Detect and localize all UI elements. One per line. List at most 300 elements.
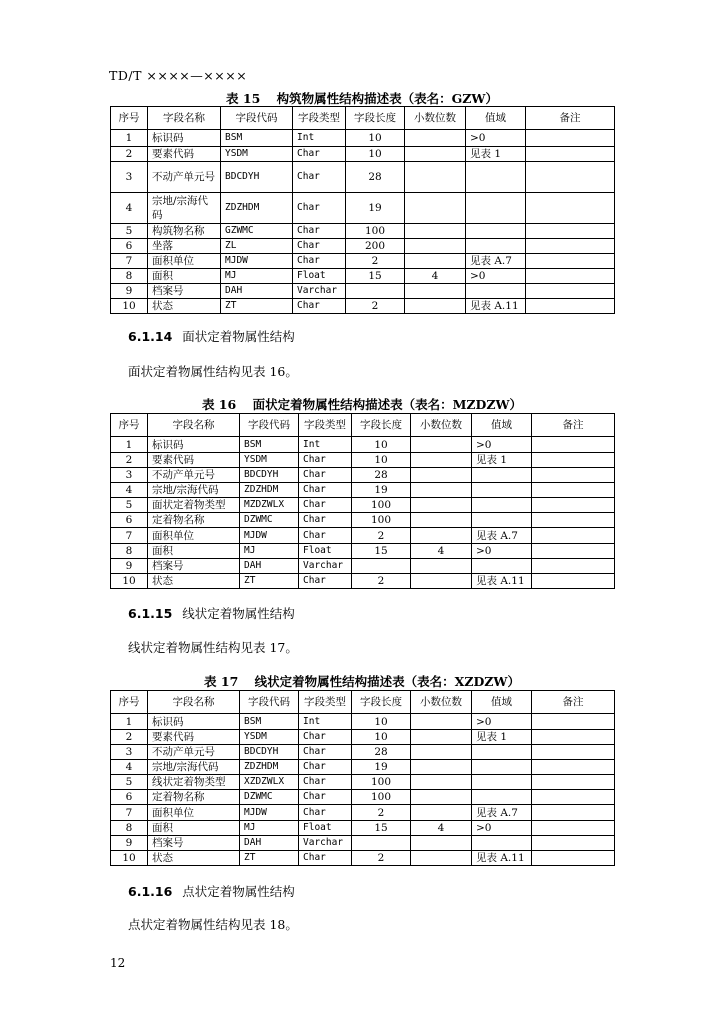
- col-field-length-cell: 2: [352, 851, 411, 866]
- col-remarks-cell: [532, 513, 615, 528]
- col-value-domain-header: 值域: [466, 107, 526, 130]
- col-field-name-cell: 要素代码: [148, 730, 240, 745]
- col-field-length-cell: 19: [352, 760, 411, 775]
- col-field-length-cell: 28: [352, 468, 411, 483]
- col-index-header: 序号: [111, 107, 148, 130]
- col-index-cell: 7: [111, 805, 148, 821]
- table-row: [111, 745, 615, 760]
- col-field-length-cell: 100: [352, 513, 411, 528]
- col-field-code-cell: BDCDYH: [221, 162, 293, 193]
- col-index-cell: 5: [111, 224, 148, 239]
- col-field-type-cell: Varchar: [293, 284, 346, 299]
- col-value-domain-cell: >0: [466, 130, 526, 147]
- col-remarks-cell: [532, 559, 615, 574]
- col-field-length-cell: 10: [352, 714, 411, 730]
- col-value-domain-cell: [472, 498, 532, 513]
- col-value-domain-cell: 见表 1: [466, 147, 526, 162]
- col-field-code-cell: ZDZHDM: [240, 760, 299, 775]
- col-index-cell: 5: [111, 775, 148, 790]
- col-field-code-cell: XZDZWLX: [240, 775, 299, 790]
- col-field-type-cell: Varchar: [299, 836, 352, 851]
- col-decimals-header: 小数位数: [405, 107, 466, 130]
- col-field-length-cell: [352, 836, 411, 851]
- col-remarks-cell: [532, 760, 615, 775]
- table-row: [111, 299, 615, 314]
- col-field-code-cell: DAH: [240, 559, 299, 574]
- col-decimals-cell: 4: [411, 821, 472, 836]
- col-field-length-cell: 100: [352, 775, 411, 790]
- col-field-length-cell: 10: [352, 453, 411, 468]
- col-index-header: 序号: [111, 414, 148, 437]
- table-number: 表 16: [201, 397, 237, 412]
- col-decimals-cell: 4: [405, 269, 466, 284]
- col-field-name-cell: 宗地/宗海代码: [148, 760, 240, 775]
- table-row: [111, 269, 615, 284]
- col-field-length-cell: 15: [346, 269, 405, 284]
- col-field-name-cell: 状态: [148, 851, 240, 866]
- col-field-length-cell: 19: [346, 193, 405, 224]
- col-field-code-cell: DAH: [240, 836, 299, 851]
- col-field-type-cell: Char: [299, 574, 352, 589]
- col-remarks-cell: [532, 714, 615, 730]
- table-row: [111, 239, 615, 254]
- table-title: 构筑物属性结构描述表（表名：GZW）: [276, 91, 498, 106]
- col-field-name-cell: 面积: [148, 821, 240, 836]
- table-row: [111, 453, 615, 468]
- table-row: [111, 528, 615, 544]
- col-field-code-cell: ZT: [240, 851, 299, 866]
- col-field-type-cell: Float: [299, 821, 352, 836]
- col-field-name-cell: 面积单位: [148, 528, 240, 544]
- col-index-header: 序号: [111, 691, 148, 714]
- col-field-code-cell: MJ: [240, 821, 299, 836]
- col-field-length-cell: 19: [352, 483, 411, 498]
- col-field-type-cell: Char: [299, 730, 352, 745]
- col-field-type-cell: Float: [299, 544, 352, 559]
- col-field-length-cell: 2: [352, 574, 411, 589]
- table-row: [111, 574, 615, 589]
- col-value-domain-cell: >0: [472, 714, 532, 730]
- col-field-code-cell: MJ: [240, 544, 299, 559]
- col-index-cell: 9: [111, 559, 148, 574]
- col-index-cell: 1: [111, 437, 148, 453]
- col-field-type-cell: Char: [299, 528, 352, 544]
- col-decimals-cell: [405, 284, 466, 299]
- col-index-cell: 10: [111, 299, 148, 314]
- col-field-type-cell: Float: [293, 269, 346, 284]
- col-value-domain-cell: 见表 A.7: [472, 805, 532, 821]
- col-field-code-cell: MZDZWLX: [240, 498, 299, 513]
- col-index-cell: 8: [111, 821, 148, 836]
- col-field-name-cell: 要素代码: [148, 453, 240, 468]
- col-field-length-cell: 10: [346, 147, 405, 162]
- col-field-type-header: 字段类型: [293, 107, 346, 130]
- section-title: 面状定着物属性结构: [182, 329, 295, 344]
- col-decimals-cell: [411, 760, 472, 775]
- col-decimals-cell: [411, 851, 472, 866]
- col-index-cell: 1: [111, 714, 148, 730]
- col-decimals-cell: [405, 193, 466, 224]
- col-decimals-cell: [405, 224, 466, 239]
- col-value-domain-cell: [466, 193, 526, 224]
- col-field-length-cell: 28: [352, 745, 411, 760]
- table-row: [111, 821, 615, 836]
- col-decimals-cell: [405, 239, 466, 254]
- col-value-domain-cell: [472, 483, 532, 498]
- col-remarks-cell: [532, 805, 615, 821]
- attribute-table: [110, 106, 615, 314]
- paragraph: 面状定着物属性结构见表 16。: [128, 364, 298, 379]
- col-field-type-cell: Char: [299, 851, 352, 866]
- col-index-cell: 2: [111, 730, 148, 745]
- col-decimals-cell: 4: [411, 544, 472, 559]
- col-index-cell: 1: [111, 130, 148, 147]
- col-field-name-cell: 不动产单元号: [148, 745, 240, 760]
- col-remarks-cell: [532, 836, 615, 851]
- col-field-type-cell: Char: [299, 760, 352, 775]
- col-field-length-cell: 100: [352, 498, 411, 513]
- table-row: [111, 790, 615, 805]
- col-index-cell: 7: [111, 528, 148, 544]
- section-title: 点状定着物属性结构: [182, 884, 295, 899]
- col-decimals-cell: [411, 775, 472, 790]
- col-value-domain-header: 值域: [472, 414, 532, 437]
- paragraph: 线状定着物属性结构见表 17。: [128, 640, 298, 655]
- col-remarks-cell: [532, 437, 615, 453]
- col-field-type-cell: Int: [293, 130, 346, 147]
- col-field-code-cell: MJDW: [240, 805, 299, 821]
- col-index-cell: 8: [111, 269, 148, 284]
- col-index-cell: 6: [111, 513, 148, 528]
- attribute-table: [110, 413, 615, 589]
- col-field-name-cell: 定着物名称: [148, 513, 240, 528]
- col-field-length-cell: 100: [346, 224, 405, 239]
- col-field-type-cell: Char: [293, 147, 346, 162]
- col-decimals-cell: [411, 745, 472, 760]
- col-value-domain-cell: 见表 A.7: [466, 254, 526, 269]
- table-row: [111, 193, 615, 224]
- col-decimals-header: 小数位数: [411, 414, 472, 437]
- table-row: [111, 760, 615, 775]
- col-field-code-cell: DAH: [221, 284, 293, 299]
- table-row: [111, 498, 615, 513]
- col-field-length-cell: [346, 284, 405, 299]
- col-value-domain-cell: [472, 559, 532, 574]
- col-field-name-cell: 坐落: [148, 239, 221, 254]
- col-decimals-cell: [411, 498, 472, 513]
- col-decimals-cell: [405, 254, 466, 269]
- col-remarks-cell: [532, 775, 615, 790]
- col-field-length-cell: 2: [346, 299, 405, 314]
- table-header-row: [111, 107, 615, 130]
- col-remarks-header: 备注: [532, 414, 615, 437]
- section-number: 6.1.15: [128, 606, 173, 621]
- col-index-cell: 6: [111, 239, 148, 254]
- table-caption: [110, 395, 614, 413]
- table-row: [111, 544, 615, 559]
- col-field-type-cell: Char: [299, 468, 352, 483]
- col-field-name-cell: 标识码: [148, 130, 221, 147]
- col-field-type-header: 字段类型: [299, 414, 352, 437]
- col-field-code-cell: DZWMC: [240, 790, 299, 805]
- table-title: 面状定着物属性结构描述表（表名：MZDZW）: [252, 397, 523, 412]
- table-number: 表 15: [226, 91, 261, 106]
- section-title: 线状定着物属性结构: [182, 606, 295, 621]
- col-field-name-cell: 宗地/宗海代码: [148, 193, 221, 224]
- col-remarks-header: 备注: [526, 107, 615, 130]
- col-field-code-cell: YSDM: [221, 147, 293, 162]
- col-value-domain-cell: [472, 760, 532, 775]
- section-number: 6.1.16: [128, 884, 173, 899]
- col-decimals-cell: [411, 730, 472, 745]
- table-row: [111, 775, 615, 790]
- table-row: [111, 513, 615, 528]
- col-index-cell: 10: [111, 574, 148, 589]
- col-field-code-header: 字段代码: [240, 414, 299, 437]
- col-decimals-cell: [411, 528, 472, 544]
- col-field-type-cell: Char: [299, 453, 352, 468]
- col-field-type-cell: Char: [299, 498, 352, 513]
- col-index-cell: 10: [111, 851, 148, 866]
- table-row: [111, 130, 615, 147]
- col-value-domain-cell: 见表 1: [472, 730, 532, 745]
- col-remarks-cell: [532, 574, 615, 589]
- col-field-code-cell: YSDM: [240, 730, 299, 745]
- table-row: [111, 254, 615, 269]
- col-field-name-cell: 面积单位: [148, 805, 240, 821]
- table-title: 线状定着物属性结构描述表（表名：XZDZW）: [254, 674, 520, 689]
- col-index-cell: 9: [111, 836, 148, 851]
- col-field-name-cell: 定着物名称: [148, 790, 240, 805]
- col-field-length-cell: 200: [346, 239, 405, 254]
- col-remarks-cell: [532, 851, 615, 866]
- col-field-type-cell: Char: [293, 299, 346, 314]
- col-remarks-cell: [532, 821, 615, 836]
- col-index-cell: 3: [111, 468, 148, 483]
- table-row: [111, 437, 615, 453]
- col-remarks-cell: [526, 193, 615, 224]
- col-index-cell: 6: [111, 790, 148, 805]
- col-index-cell: 3: [111, 162, 148, 193]
- section-heading: [128, 882, 295, 900]
- col-index-cell: 5: [111, 498, 148, 513]
- col-field-name-cell: 宗地/宗海代码: [148, 483, 240, 498]
- col-value-domain-cell: [472, 790, 532, 805]
- col-index-cell: 4: [111, 483, 148, 498]
- col-field-code-cell: YSDM: [240, 453, 299, 468]
- col-field-code-cell: MJDW: [221, 254, 293, 269]
- col-field-type-cell: Char: [293, 162, 346, 193]
- col-remarks-cell: [532, 483, 615, 498]
- col-decimals-cell: [411, 468, 472, 483]
- col-value-domain-cell: [472, 513, 532, 528]
- col-field-code-cell: BDCDYH: [240, 468, 299, 483]
- col-field-name-cell: 状态: [148, 299, 221, 314]
- table-row: [111, 468, 615, 483]
- table-header-row: [111, 414, 615, 437]
- table-row: [111, 224, 615, 239]
- col-field-length-cell: 10: [346, 130, 405, 147]
- table-caption: [110, 89, 614, 107]
- col-field-type-header: 字段类型: [299, 691, 352, 714]
- table-row: [111, 147, 615, 162]
- col-field-length-cell: 2: [346, 254, 405, 269]
- col-decimals-cell: [411, 483, 472, 498]
- col-field-code-cell: GZWMC: [221, 224, 293, 239]
- col-remarks-cell: [526, 224, 615, 239]
- table-row: [111, 162, 615, 193]
- col-field-name-cell: 状态: [148, 574, 240, 589]
- col-field-type-cell: Varchar: [299, 559, 352, 574]
- col-remarks-cell: [526, 284, 615, 299]
- col-field-length-cell: 100: [352, 790, 411, 805]
- col-value-domain-cell: 见表 A.11: [466, 299, 526, 314]
- table-row: [111, 805, 615, 821]
- col-field-length-cell: 28: [346, 162, 405, 193]
- col-value-domain-cell: 见表 A.11: [472, 574, 532, 589]
- col-decimals-cell: [411, 805, 472, 821]
- section-heading: [128, 604, 295, 622]
- col-field-code-cell: MJ: [221, 269, 293, 284]
- col-remarks-cell: [532, 453, 615, 468]
- col-field-name-header: 字段名称: [148, 691, 240, 714]
- col-field-type-cell: Int: [299, 437, 352, 453]
- col-field-name-cell: 档案号: [148, 284, 221, 299]
- col-decimals-cell: [411, 453, 472, 468]
- col-remarks-cell: [532, 498, 615, 513]
- col-value-domain-cell: >0: [466, 269, 526, 284]
- col-index-cell: 4: [111, 193, 148, 224]
- col-index-cell: 7: [111, 254, 148, 269]
- table-row: [111, 730, 615, 745]
- col-index-cell: 4: [111, 760, 148, 775]
- table-caption: [110, 672, 614, 690]
- col-remarks-cell: [526, 239, 615, 254]
- col-decimals-cell: [405, 130, 466, 147]
- col-field-code-cell: BSM: [240, 437, 299, 453]
- col-field-name-header: 字段名称: [148, 414, 240, 437]
- col-decimals-cell: [411, 574, 472, 589]
- col-value-domain-cell: 见表 1: [472, 453, 532, 468]
- col-value-domain-cell: >0: [472, 544, 532, 559]
- col-field-type-cell: Char: [293, 224, 346, 239]
- col-value-domain-cell: [472, 745, 532, 760]
- col-value-domain-cell: >0: [472, 437, 532, 453]
- col-field-name-header: 字段名称: [148, 107, 221, 130]
- col-field-code-cell: BDCDYH: [240, 745, 299, 760]
- table-row: [111, 483, 615, 498]
- col-field-length-cell: 10: [352, 730, 411, 745]
- table-row: [111, 851, 615, 866]
- col-field-name-cell: 面状定着物类型: [148, 498, 240, 513]
- col-field-type-cell: Char: [293, 239, 346, 254]
- col-value-domain-cell: [472, 468, 532, 483]
- col-field-name-cell: 面积: [148, 544, 240, 559]
- col-field-length-header: 字段长度: [346, 107, 405, 130]
- col-field-name-cell: 线状定着物类型: [148, 775, 240, 790]
- col-field-name-cell: 面积单位: [148, 254, 221, 269]
- col-field-name-cell: 不动产单元号: [148, 162, 221, 193]
- col-field-type-cell: Char: [299, 775, 352, 790]
- col-remarks-cell: [532, 544, 615, 559]
- col-field-code-cell: DZWMC: [240, 513, 299, 528]
- col-remarks-cell: [526, 254, 615, 269]
- col-decimals-cell: [411, 790, 472, 805]
- col-remarks-cell: [526, 147, 615, 162]
- col-decimals-cell: [411, 559, 472, 574]
- col-field-type-cell: Char: [299, 513, 352, 528]
- col-field-type-cell: Char: [299, 790, 352, 805]
- col-index-cell: 3: [111, 745, 148, 760]
- col-field-name-cell: 档案号: [148, 559, 240, 574]
- col-field-length-cell: 10: [352, 437, 411, 453]
- col-decimals-header: 小数位数: [411, 691, 472, 714]
- col-field-type-cell: Char: [299, 745, 352, 760]
- col-field-code-cell: BSM: [240, 714, 299, 730]
- table-row: [111, 559, 615, 574]
- col-field-code-cell: ZDZHDM: [221, 193, 293, 224]
- col-value-domain-cell: 见表 A.7: [472, 528, 532, 544]
- col-decimals-cell: [405, 147, 466, 162]
- col-remarks-cell: [532, 730, 615, 745]
- col-field-name-cell: 面积: [148, 269, 221, 284]
- col-value-domain-header: 值域: [472, 691, 532, 714]
- col-index-cell: 8: [111, 544, 148, 559]
- col-remarks-cell: [532, 528, 615, 544]
- col-remarks-cell: [526, 299, 615, 314]
- col-field-type-cell: Char: [299, 805, 352, 821]
- col-field-code-cell: ZT: [221, 299, 293, 314]
- col-field-name-cell: 标识码: [148, 714, 240, 730]
- col-remarks-cell: [526, 162, 615, 193]
- col-value-domain-cell: [472, 836, 532, 851]
- col-field-code-header: 字段代码: [221, 107, 293, 130]
- col-decimals-cell: [411, 513, 472, 528]
- table-row: [111, 714, 615, 730]
- col-value-domain-cell: 见表 A.11: [472, 851, 532, 866]
- col-field-code-cell: ZDZHDM: [240, 483, 299, 498]
- col-field-type-cell: Int: [299, 714, 352, 730]
- col-field-name-cell: 不动产单元号: [148, 468, 240, 483]
- col-field-length-cell: 2: [352, 805, 411, 821]
- col-field-type-cell: Char: [293, 254, 346, 269]
- col-field-code-cell: ZT: [240, 574, 299, 589]
- col-decimals-cell: [405, 162, 466, 193]
- col-field-code-header: 字段代码: [240, 691, 299, 714]
- col-index-cell: 9: [111, 284, 148, 299]
- col-value-domain-cell: [466, 162, 526, 193]
- col-index-cell: 2: [111, 453, 148, 468]
- col-value-domain-cell: [472, 775, 532, 790]
- col-value-domain-cell: [466, 284, 526, 299]
- table-number: 表 17: [204, 674, 239, 689]
- col-field-name-cell: 构筑物名称: [148, 224, 221, 239]
- running-header: TD/T ××××—××××: [109, 68, 248, 83]
- col-remarks-cell: [532, 468, 615, 483]
- paragraph: 点状定着物属性结构见表 18。: [128, 917, 298, 932]
- col-field-length-header: 字段长度: [352, 414, 411, 437]
- col-value-domain-cell: [466, 239, 526, 254]
- col-remarks-cell: [526, 130, 615, 147]
- col-remarks-cell: [532, 790, 615, 805]
- col-field-length-cell: 2: [352, 528, 411, 544]
- col-field-length-cell: [352, 559, 411, 574]
- col-field-name-cell: 档案号: [148, 836, 240, 851]
- col-field-length-cell: 15: [352, 821, 411, 836]
- table-header-row: [111, 691, 615, 714]
- col-field-name-cell: 标识码: [148, 437, 240, 453]
- col-decimals-cell: [405, 299, 466, 314]
